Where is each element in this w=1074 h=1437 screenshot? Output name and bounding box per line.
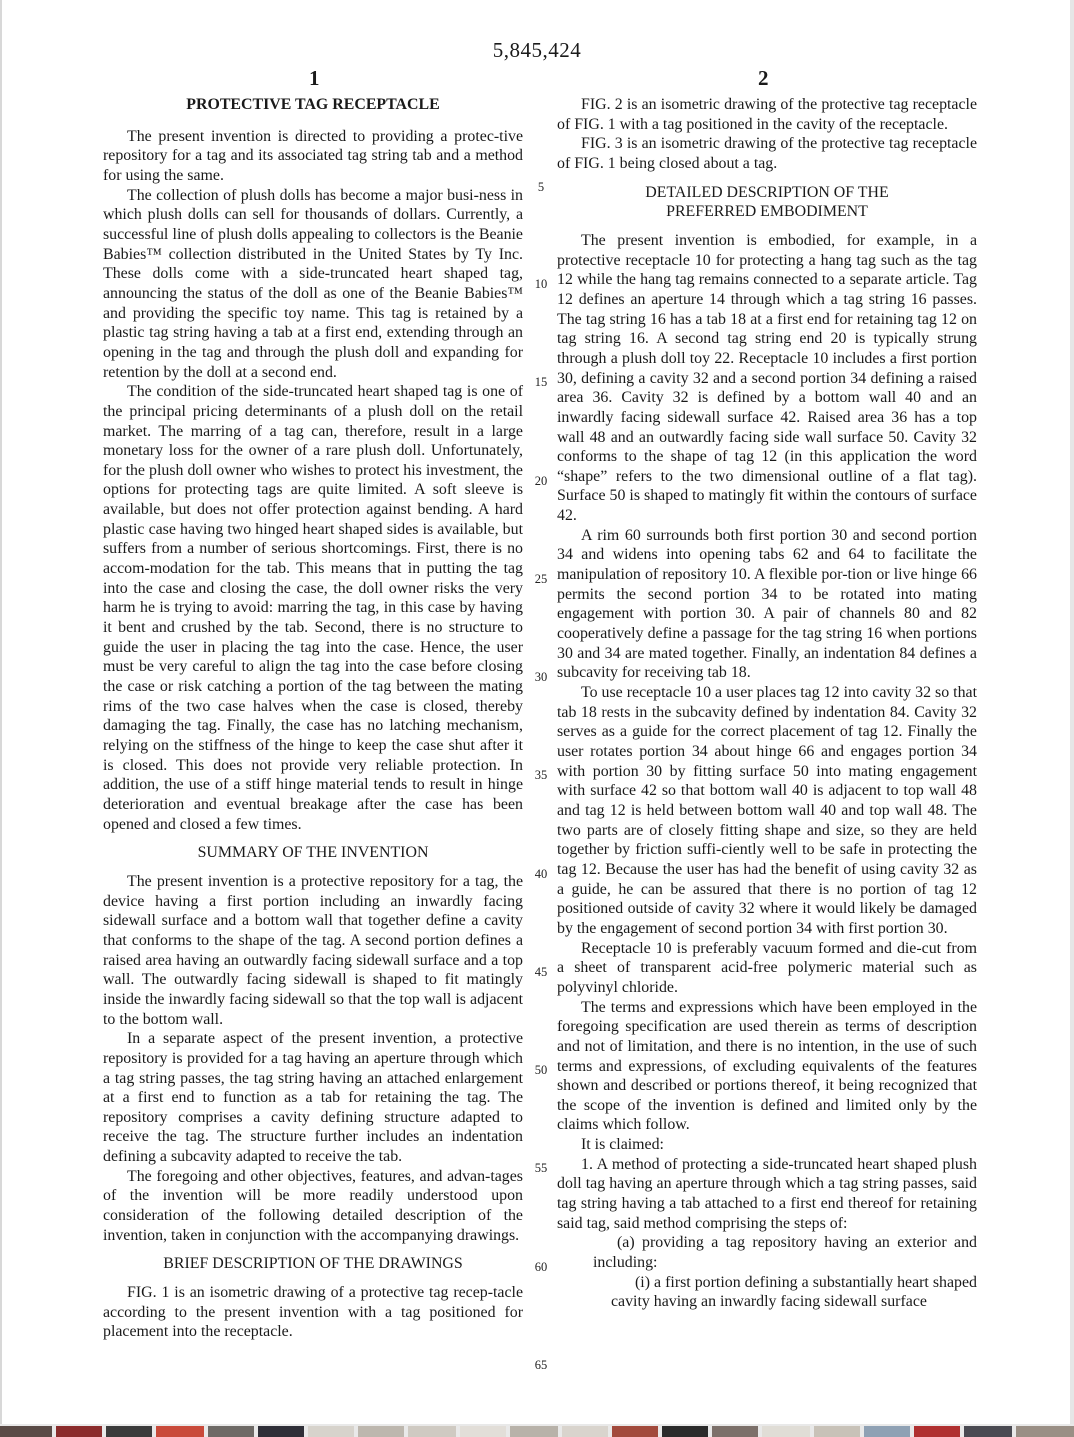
line-number: 10 (534, 277, 548, 291)
section-heading-detailed-line2: PREFERRED EMBODIMENT (666, 203, 868, 221)
line-number: 60 (534, 1260, 548, 1274)
page-right-edge (1070, 0, 1074, 1437)
thumbnail[interactable] (612, 1426, 658, 1437)
paragraph: The condition of the side-truncated heart shaped tag is one of the principal pricing determinants of a plush doll on the retail market. The marring of a tag can, therefore, result in a large monetary loss for the owner of a rare plush doll. Unfortunately, for the plush doll owner who wishes to protect his investment, the options for protecting tags are quite limited. A soft sleeve is available, but does not offer protection against bending. A hard plastic case having two hinged heart shaped sides is available, but suffers from a number of serious shortcomings. First, there is no accom-modation for the tab. This means that in putting the tag into the case and closing the case, the doll owner risks the very harm he is trying to avoid: marring the tag, in this case by having it bent and crushed by the tab. Second, there is no structure to guide the user in placing the tag into the case. Hence, the user must be very careful to align the tag into the case before closing the case or risk catching a portion of the tag between the mating rims of the two case halves when the case is closed, thereby damaging the tag. Finally, the case has no latching mechanism, relying on the stiffness of the hinge to keep the case shut after it is closed. This does not provide very reliable protection. In addition, the use of a stiff hinge material tends to result in hinge deterioration and eventual breakage after the case has been opened and closed a few times. (103, 383, 523, 833)
thumbnail[interactable] (914, 1426, 960, 1437)
thumbnail[interactable] (56, 1426, 102, 1437)
paragraph: The present invention is embodied, for example, in a protective receptacle 10 for protecting a hang tag such as the tag 12 while the hang tag remains connected to a separate article. Tag 12 defines an aperture 14 through which a tag string 16 passes. The tag string 16 has a tab 18 at a first end for retaining tag 12 on tag string 16. A second tag string end 20 is typically strung through a plush doll toy 22. Receptacle 10 includes a first portion 30, defining a cavity 32 and a second portion 34 defining a raised area 36. Cavity 32 is defined by a bottom wall 40 and an inwardly facing sidewall surface 42. Raised area 36 has a top wall 48 and an outwardly facing side wall surface 50. Cavity 32 conforms to the shape of tag 12 (in this application the word “shape” refers to the two dimensional outline of a flat tag). Surface 50 is shaped to matingly fit within the contours of surface 42. (557, 231, 977, 525)
paragraph: The collection of plush dolls has become a major busi-ness in which plush dolls can sell for thousands of dollars. Currently, a successful line of plush dolls appealing to collectors is the Beanie Babies™ collection distributed in the United States by Ty Inc. These dolls come with a side-truncated heart shaped tag, announcing the status of the doll as one of the Beanie Babies™ and providing the specific toy name. This tag is retained by a plastic tag string having a tab at a first end, extending through an opening in the tag and through the plush doll and expanding for retention by the doll at a second end. (103, 186, 523, 381)
section-heading-summary: SUMMARY OF THE INVENTION (197, 844, 429, 862)
thumbnail[interactable] (562, 1426, 608, 1437)
thumbnail-strip[interactable] (0, 1424, 1074, 1437)
line-number: 15 (534, 375, 548, 389)
thumbnail[interactable] (864, 1426, 910, 1437)
patent-number: 5,845,424 (492, 38, 582, 62)
thumbnail[interactable] (156, 1426, 204, 1437)
claim-1: 1. A method of protecting a side-truncated heart shaped plush doll tag having an aperture through which a tag string passes, said tag string having a tab attached to a first end thereof for retaining said tag, said method comprising the steps of: (557, 1155, 977, 1232)
line-number: 20 (534, 474, 548, 488)
paragraph: To use receptacle 10 a user places tag 12 into cavity 32 so that tab 18 rests in the subcavity defined by indentation 84. Cavity 32 serves as a guide for the correct placement of tag 12. Finally the user rotates portion 34 about hinge 66 and engages portion 34 with portion 30 by fitting surface 50 into mating engagement with surface 42 so that bottom wall 40 is adjacent to top wall 48 and tag 12 is held between bottom wall 40 and top wall 48. The two parts are of closely fitting shape and size, so they are held together by friction suffi-ciently well to be safe in protecting the tag 12. Because the user has had the benefit of using cavity 32 as a guide, he can be assured that there is no portion of tag 12 positioned outside of cavity 32 where it would likely be damaged by the engagement of second portion 34 with first portion 30. (557, 684, 977, 937)
column-number-right: 2 (758, 66, 769, 90)
claim-step-a-i: (i) a first portion defining a substantially heart shaped cavity having an inwardly facing sidewall surface (611, 1273, 977, 1311)
thumbnail[interactable] (258, 1426, 304, 1437)
paragraph: In a separate aspect of the present invention, a protective repository is provided for a tag having an aperture through which a tag string passes, the tag string having an attached enlargement at a first end to function as a tab for retaining the tag. The repository comprises a cavity defining structure adapted to receive the tag. The structure further includes an indentation defining a subcavity adapted to receive the tab. (103, 1030, 523, 1166)
paragraph: FIG. 2 is an isometric drawing of the protective tag receptacle of FIG. 1 with a tag positioned in the cavity of the receptacle. (557, 96, 977, 133)
line-number: 40 (534, 867, 548, 881)
thumbnail[interactable] (510, 1426, 558, 1437)
thumbnail[interactable] (408, 1426, 456, 1437)
paragraph: Receptacle 10 is preferably vacuum formed and die-cut from a sheet of transparent acid-free polymeric material such as polyvinyl chloride. (557, 939, 977, 996)
document-title: PROTECTIVE TAG RECEPTACLE (186, 96, 440, 113)
thumbnail[interactable] (712, 1426, 758, 1437)
page-left-edge (0, 0, 2, 1437)
column-number-left: 1 (309, 66, 320, 90)
section-heading-drawings: BRIEF DESCRIPTION OF THE DRAWINGS (163, 1255, 463, 1273)
right-column (557, 95, 977, 1312)
paragraph: The foregoing and other objectives, features, and advan-tages of the invention will be more readily understood upon consideration of the following detailed description of the invention, taken in conjunction with the accompanying drawings. (103, 1167, 523, 1244)
paragraph: FIG. 3 is an isometric drawing of the protective tag receptacle of FIG. 1 being closed about a tag. (557, 135, 977, 172)
section-heading-detailed-line1: DETAILED DESCRIPTION OF THE (645, 183, 889, 201)
line-number-gutter (527, 0, 555, 1437)
thumbnail[interactable] (0, 1426, 52, 1437)
line-number: 30 (534, 670, 548, 684)
thumbnail[interactable] (762, 1426, 810, 1437)
thumbnail[interactable] (814, 1426, 860, 1437)
line-number: 65 (534, 1358, 548, 1372)
paragraph: The terms and expressions which have been employed in the foregoing specification are used therein as terms of description and not of limitation, and there is no intention, in the use of such terms and expressions, of excluding equivalents of the features shown and described or portions thereof, it being recognized that the scope of the invention is defined and limited only by the claims which follow. (557, 998, 977, 1134)
thumbnail[interactable] (662, 1426, 708, 1437)
thumbnail[interactable] (460, 1426, 506, 1437)
paragraph: The present invention is a protective repository for a tag, the device having a first portion including an inwardly facing sidewall surface and a bottom wall that together define a cavity that conforms to the shape of the tag. A second portion defines a raised area having an outwardly facing sidewall surface and a top wall. The outwardly facing sidewall is shaped to fit matingly inside the inwardly facing sidewall so that the top wall is adjacent to the bottom wall. (103, 872, 523, 1028)
line-number: 45 (534, 965, 548, 979)
thumbnail[interactable] (1016, 1426, 1074, 1437)
line-number: 35 (534, 768, 548, 782)
claims-intro: It is claimed: (581, 1136, 664, 1154)
paragraph: The present invention is directed to providing a protec-tive repository for a tag and its associated tag string tab and a method for using the same. (103, 127, 523, 184)
thumbnail[interactable] (964, 1426, 1012, 1437)
line-number: 50 (534, 1063, 548, 1077)
line-number: 25 (534, 572, 548, 586)
claim-step-a: (a) providing a tag repository having an exterior and including: (593, 1234, 977, 1272)
thumbnail[interactable] (106, 1426, 152, 1437)
thumbnail[interactable] (358, 1426, 404, 1437)
line-number: 55 (534, 1161, 548, 1175)
left-column (103, 95, 523, 1342)
paragraph: FIG. 1 is an isometric drawing of a protective tag recep-tacle according to the present invention with a tag positioned for placement into the receptacle. (103, 1284, 523, 1341)
line-number: 5 (537, 180, 545, 194)
thumbnail[interactable] (208, 1426, 254, 1437)
paragraph: A rim 60 surrounds both first portion 30 and second portion 34 and widens into opening tabs 62 and 64 to facilitate the manipulation of repository 10. A flexible por-tion or live hinge 66 permits the second portion 34 to be rotated into mating engagement with portion 30. A pair of channels 80 and 82 cooperatively define a passage for the tag string 16 when portions 30 and 34 are mated together. Finally, an indentation 84 defines a subcavity for receiving tab 18. (557, 526, 977, 682)
thumbnail[interactable] (308, 1426, 354, 1437)
